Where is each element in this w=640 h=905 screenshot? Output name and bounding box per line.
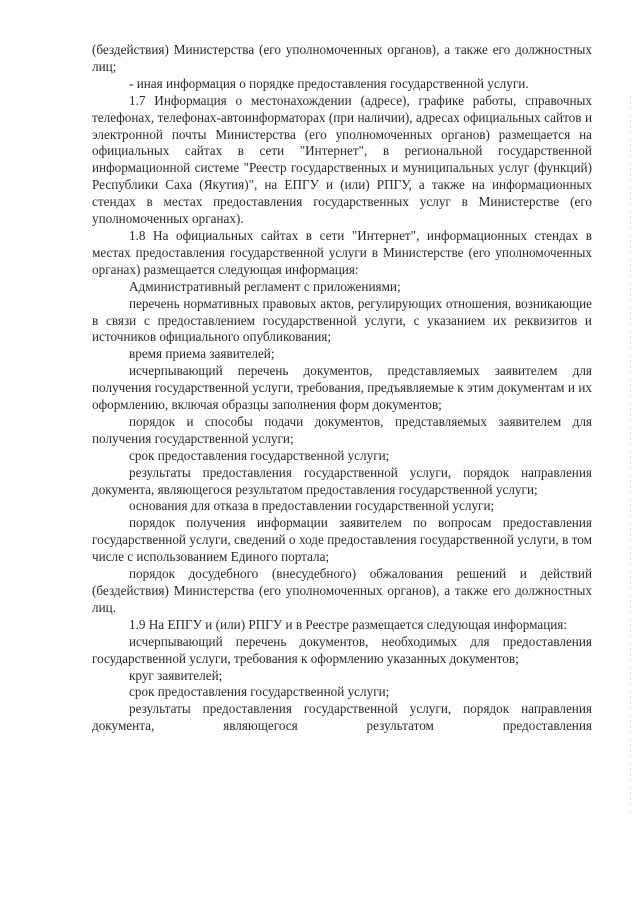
paragraph: результаты предоставления государственной услуги, порядок направления документа, являющегося результатом предоставления государственной услуги; — [92, 464, 592, 497]
paragraph: круг заявителей; — [129, 667, 223, 683]
paragraph: основания для отказа в предоставлении государственной услуги; — [129, 498, 495, 514]
paragraph: (бездействия) Министерства (его уполномоченных органов), а также его должностных лиц; — [92, 42, 592, 74]
paragraph: Административный регламент с приложениями; — [129, 278, 401, 294]
paragraph: перечень нормативных правовых актов, регулирующих отношения, возникающие в связи с предоставлением государственной услуги, с указанием их реквизитов и источников официального опубликования; — [92, 295, 592, 345]
document-page — [92, 42, 592, 735]
paragraph: порядок досудебного (внесудебного) обжалования решений и действий (бездействия) Министерства (его уполномоченных органов), а также его должностных лиц. — [92, 566, 592, 615]
paragraph: срок предоставления государственной услуги; — [129, 684, 390, 700]
paragraph: результаты предоставления государственной услуги, порядок направления документа, являющегося результатом предоставления — [92, 701, 592, 734]
paragraph: порядок получения информации заявителем по вопросам предоставления государственной услуги, сведений о ходе предоставления государственной услуги, в том числе с использованием Единого портала; — [92, 515, 592, 565]
scan-edge-mark — [630, 96, 631, 816]
paragraph: срок предоставления государственной услуги; — [129, 447, 390, 463]
paragraph: исчерпывающий перечень документов, представляемых заявителем для получения государственной услуги, требования, предъявляемые к этим документам и их оформлению, включая образцы заполнения форм документов; — [92, 363, 592, 413]
paragraph: - иная информация о порядке предоставления государственной услуги. — [129, 75, 529, 91]
paragraph: исчерпывающий перечень документов, необходимых для предоставления государственной услуги, требования к оформлению указанных документов; — [92, 633, 592, 666]
paragraph-section-1-9: 1.9 На ЕПГУ и (или) РПГУ и в Реестре размещается следующая информация: — [129, 616, 568, 632]
paragraph-section-1-7: 1.7 Информация о местонахождении (адресе), графике работы, справочных телефонах, телефонах-автоинформаторах (при наличии), адресах официальных сайтов и электронной почты Министерства (его уполномоченных органов) размещается на официальных сайтах в сети "Интернет", в региональной государственной информационной системе "Реестр государственных и муниципальных услуг (функций) Республики Саха (Якутия)", на ЕПГУ и (или) РПГУ, а также на информационных стендах в местах предоставления государственных услуг в Министерстве (его уполномоченных органах). — [92, 92, 592, 227]
paragraph: порядок и способы подачи документов, представляемых заявителем для получения государственной услуги; — [92, 413, 592, 446]
paragraph: время приема заявителей; — [129, 346, 275, 362]
paragraph-section-1-8: 1.8 На официальных сайтах в сети "Интернет", информационных стендах в местах предоставления государственной услуги в Министерстве (его уполномоченных органах) размещается следующая информация: — [92, 227, 592, 277]
